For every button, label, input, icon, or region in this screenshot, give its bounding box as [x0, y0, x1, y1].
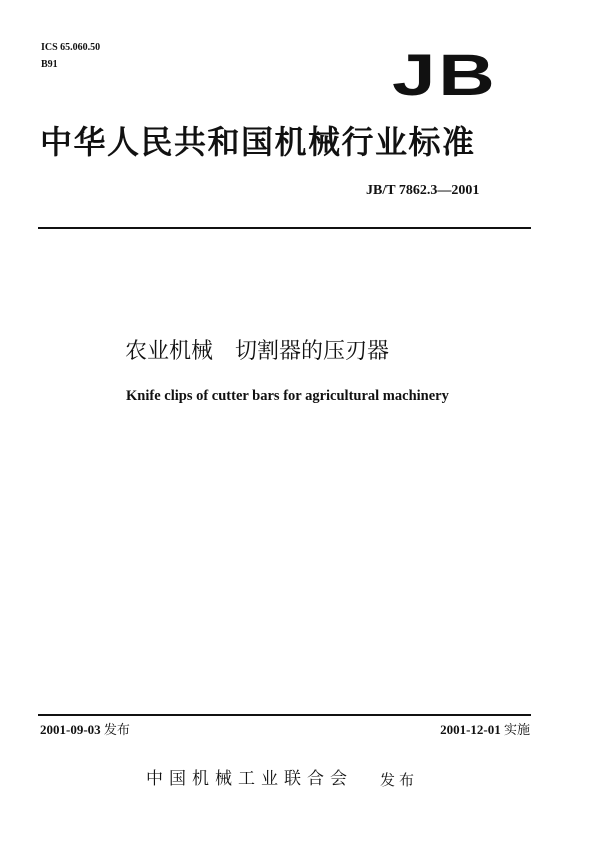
issue-label: 发布 — [103, 723, 130, 738]
publish-label: 发布 — [380, 771, 419, 789]
document-title-chinese: 农业机械 切割器的压刃器 — [125, 339, 390, 364]
implement-date-line — [440, 721, 530, 740]
ics-code: ICS 65.060.50 — [41, 42, 101, 53]
standard-title: 中华人民共和国机械行业标准 — [40, 123, 476, 161]
implement-label: 实施 — [503, 723, 530, 738]
document-title-english: Knife clips of cutter bars for agricultural machinery — [126, 388, 449, 404]
jb-logo: JB — [392, 43, 498, 108]
standard-number: JB/T 7862.3—2001 — [366, 183, 480, 198]
issue-date: 2001-09-03 — [40, 722, 101, 737]
bottom-divider — [38, 714, 531, 716]
implement-date: 2001-12-01 — [440, 722, 501, 737]
publisher-name: 中国机械工业联合会 — [146, 769, 353, 789]
issue-date-line — [40, 721, 130, 740]
top-divider — [38, 227, 531, 229]
classification-code: B91 — [41, 59, 58, 70]
